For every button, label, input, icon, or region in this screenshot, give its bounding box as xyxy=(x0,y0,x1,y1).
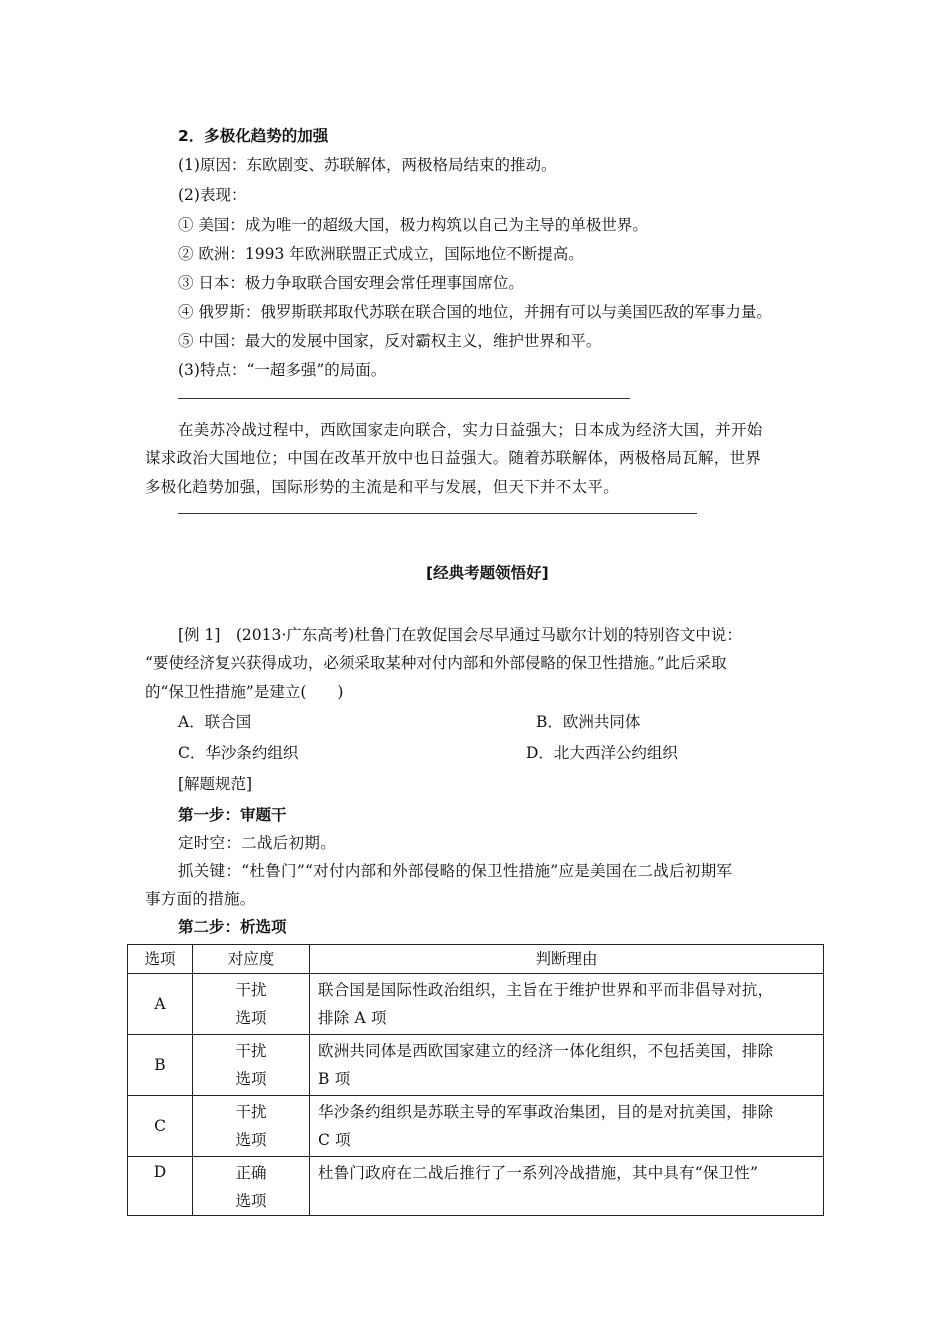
manifest-item-japan: ③ 日本：极力争取联合国安理会常任理事国席位。 xyxy=(178,274,524,292)
option-a: A．联合国 xyxy=(178,713,252,731)
row-reason xyxy=(310,1096,824,1157)
reason-line: B 项 xyxy=(318,1070,351,1088)
option-d: D．北大西洋公约组织 xyxy=(526,744,678,762)
row-reason xyxy=(310,974,824,1035)
row-degree xyxy=(193,974,310,1035)
example-line-3: 的“保卫性措施”是建立( ) xyxy=(145,683,344,701)
analysis-table xyxy=(127,944,824,1216)
summary-line-3: 多极化趋势加强，国际形势的主流是和平与发展，但天下并不太平。 xyxy=(145,478,620,496)
reason-line: 欧洲共同体是西欧国家建立的经济一体化组织，不包括美国，排除 xyxy=(318,1042,774,1060)
divider-top xyxy=(178,398,630,399)
key-line-1: 抓关键：“杜鲁门”“对付内部和外部侵略的保卫性措施”应是美国在二战后初期军 xyxy=(178,862,733,880)
degree-line: 选项 xyxy=(235,1131,267,1149)
degree-line: 干扰 xyxy=(235,1103,267,1121)
manifest-item-usa: ① 美国：成为唯一的超级大国，极力构筑以自己为主导的单极世界。 xyxy=(178,216,648,234)
table-row xyxy=(128,1035,824,1096)
table-row xyxy=(128,1096,824,1157)
manifest-item-china: ⑤ 中国：最大的发展中国家，反对霸权主义，维护世界和平。 xyxy=(178,332,602,350)
table-row xyxy=(128,974,824,1035)
row-reason xyxy=(310,1157,824,1216)
header-option: 选项 xyxy=(128,945,193,974)
solution-label: [解题规范] xyxy=(178,775,253,793)
header-reason: 判断理由 xyxy=(310,945,824,974)
classic-title: [经典考题领悟好] xyxy=(426,564,549,582)
section-heading: 2．多极化趋势的加强 xyxy=(178,127,329,145)
reason-line: 联合国是国际性政治组织，主旨在于维护世界和平而非倡导对抗， xyxy=(318,981,774,999)
degree-line: 选项 xyxy=(235,1070,267,1088)
reason-text: (1)原因：东欧剧变、苏联解体，两极格局结束的推动。 xyxy=(178,156,557,174)
step2-heading: 第二步：析选项 xyxy=(178,918,287,936)
degree-line: 正确 xyxy=(235,1164,267,1182)
example-line-1: [例 1] (2013·广东高考)杜鲁门在敦促国会尽早通过马歇尔计划的特别咨文中说： xyxy=(178,626,742,644)
degree-line: 选项 xyxy=(235,1009,267,1027)
degree-line: 干扰 xyxy=(235,1042,267,1060)
row-degree xyxy=(193,1157,310,1216)
key-line-2: 事方面的措施。 xyxy=(145,890,256,908)
row-option: D xyxy=(128,1157,193,1216)
row-reason xyxy=(310,1035,824,1096)
manifest-item-europe: ② 欧洲：1993 年欧洲联盟正式成立，国际地位不断提高。 xyxy=(178,245,584,263)
degree-line: 选项 xyxy=(235,1192,267,1210)
time-space-text: 定时空：二战后初期。 xyxy=(178,834,337,852)
feature-text: (3)特点：“一超多强”的局面。 xyxy=(178,361,387,379)
row-option: B xyxy=(128,1035,193,1096)
divider-bottom xyxy=(178,513,697,514)
row-option: C xyxy=(128,1096,193,1157)
example-line-2: “要使经济复兴获得成功，必须采取某种对付内部和外部侵略的保卫性措施。”此后采取 xyxy=(145,654,727,672)
header-degree: 对应度 xyxy=(193,945,310,974)
row-degree xyxy=(193,1096,310,1157)
summary-line-2: 谋求政治大国地位；中国在改革开放中也日益强大。随着苏联解体，两极格局瓦解，世界 xyxy=(145,449,762,467)
degree-line: 干扰 xyxy=(235,981,267,999)
step1-heading: 第一步：审题干 xyxy=(178,806,287,824)
manifest-item-russia: ④ 俄罗斯：俄罗斯联邦取代苏联在联合国的地位，并拥有可以与美国匹敌的军事力量。 xyxy=(178,303,772,321)
table-header-row xyxy=(128,945,824,974)
row-degree xyxy=(193,1035,310,1096)
option-c: C．华沙条约组织 xyxy=(178,744,299,762)
manifest-label: (2)表现： xyxy=(178,186,247,204)
reason-line: C 项 xyxy=(318,1131,351,1149)
reason-line: 排除 A 项 xyxy=(318,1009,387,1027)
reason-line: 杜鲁门政府在二战后推行了一系列冷战措施，其中具有“保卫性” xyxy=(318,1164,759,1182)
summary-line-1: 在美苏冷战过程中，西欧国家走向联合，实力日益强大；日本成为经济大国，并开始 xyxy=(178,421,763,439)
table-row xyxy=(128,1157,824,1216)
reason-line: 华沙条约组织是苏联主导的军事政治集团，目的是对抗美国，排除 xyxy=(318,1103,774,1121)
option-b: B．欧洲共同体 xyxy=(536,713,641,731)
row-option: A xyxy=(128,974,193,1035)
